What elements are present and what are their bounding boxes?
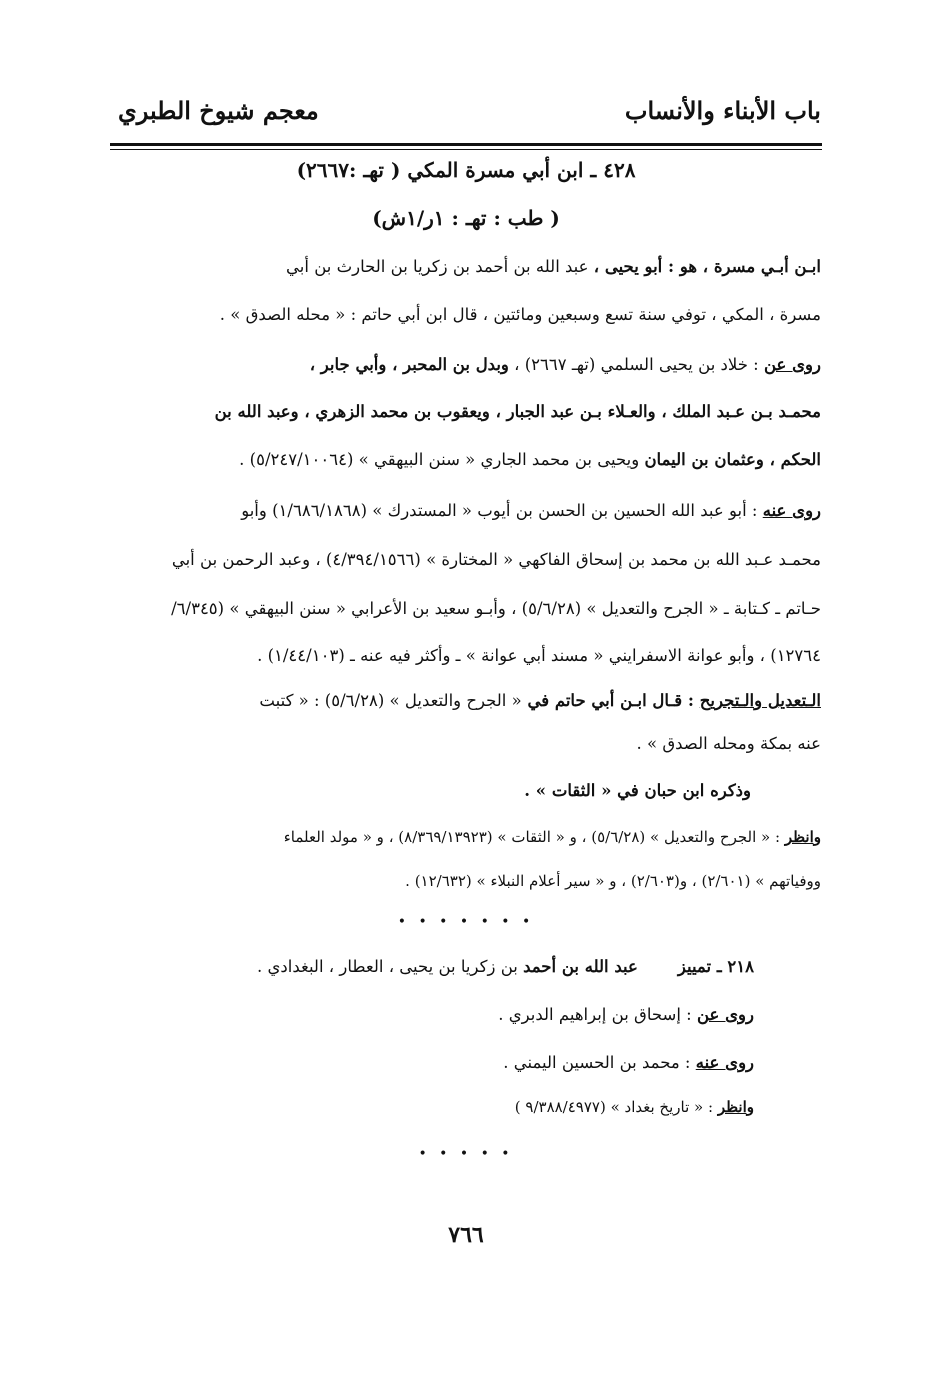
tadil-label: الـتعديل والـتجريح: [699, 691, 821, 710]
tamyiz-name-rest: بن زكريا بن يحيى ، العطار ، البغدادي .: [257, 957, 524, 976]
tamyiz-rawa-an-label: روى عن: [696, 1005, 754, 1024]
intro-name-rest: عبد الله بن أحمد بن زكريا بن الحارث بن أبي: [286, 257, 594, 276]
tadil-bold: : قـال ابـن أبي حاتم في: [521, 691, 700, 710]
tamyiz-rawa-anhu-line: [112, 1052, 754, 1073]
book-title-heading: معجم شيوخ الطبري: [118, 96, 319, 125]
header-rule-thick: [110, 143, 822, 146]
rawa-an-text-a: : خلاد بن يحيى السلمي (تهـ ٢٦٦٧) ،: [508, 355, 764, 374]
tamyiz-name-bold: عبد الله بن أحمد: [523, 957, 638, 976]
unzur-line-2: ووفياتهم » (٢/٦٠١) ، و(٢/٦٠٣) ، و « سير أعلام النبلاء » (١٢/٦٣٢) .: [405, 872, 821, 890]
tamyiz-unzur-line: [112, 1098, 754, 1118]
rawa-an-line-2: محمـد بـن عـبد الملك ، والعـلاء بـن عبد الجبار ، ويعقوب بن محمد الزهري ، وعبد الله بن: [214, 402, 821, 421]
intro-line-2: مسرة ، المكي ، توفي سنة تسع وسبعين ومائتين ، قال ابن أبي حاتم : « محله الصدق » .: [219, 305, 821, 324]
tamyiz-rawa-an-line: [112, 1004, 754, 1025]
rawa-anhu-text-1: : أبو عبد الله الحسين بن الحسن بن أيوب « المستدرك » (١/٦٨٦/١٨٦٨) وأبو: [241, 501, 763, 520]
rawa-anhu-label: روى عنه: [762, 501, 821, 520]
rawa-anhu-line-1: [112, 500, 821, 521]
thiqat-line: وذكره ابن حبان في « الثقات » .: [524, 781, 751, 800]
rawa-an-label: روى عن: [763, 355, 821, 374]
rawa-anhu-line-2: محمـد عـبد الله بن محمد بن إسحاق الفاكهي « المختارة » (٤/٣٩٤/١٥٦٦) ، وعبد الرحمن بن أبي: [171, 550, 821, 569]
tamyiz-rawa-an-text: : إسحاق بن إبراهيم الدبري .: [498, 1005, 697, 1024]
tadil-line-2: عنه بمكة ومحله الصدق » .: [636, 734, 821, 753]
tamyiz-label: ٢١٨ ـ تمييز: [677, 957, 754, 976]
tamyiz-unzur-text: : « تاريخ بغداد » (٩/٣٨٨/٤٩٧٧ ): [514, 1098, 718, 1116]
tadil-line-1: [112, 690, 821, 711]
separator-dots-1: • • • • • • •: [397, 914, 535, 930]
separator-dots-2: • • • • •: [418, 1146, 514, 1162]
entry-code: ( طب : تهـ : ١ر/١ش): [372, 206, 560, 230]
entry-title: ٤٢٨ ـ ابن أبي مسرة المكي ( تهـ :٢٦٦٧): [296, 158, 636, 182]
page-number: ٧٦٦: [448, 1222, 484, 1248]
unzur-label: وانظر: [784, 828, 821, 846]
rawa-an-line-3: [112, 449, 821, 470]
tadil-rest: « الجرح والتعديل » (٥/٦/٢٨) : « كتبت: [259, 691, 522, 710]
rawa-anhu-line-4: ١٢٧٦٤) ، وأبو عوانة الاسفرايني « مسند أبي عوانة » ـ وأكثر فيه عنه ـ (١/٤٤/١٠٣) .: [257, 646, 821, 665]
intro-name-bold: ابـن أبـي مسرة ، هو : أبو يحيى ،: [593, 257, 821, 276]
intro-line-1: [112, 256, 821, 277]
tamyiz-rawa-anhu-text: : محمد بن الحسين اليمني .: [503, 1053, 696, 1072]
rawa-anhu-line-3: حـاتم ـ كـتابة ـ « الجرح والتعديل » (٥/٦/٢٨) ، وأبـو سعيد بن الأعرابي « سنن البيهقي » (٦/٣٤٥/: [171, 599, 821, 618]
tamyiz-unzur-label: وانظر: [717, 1098, 754, 1116]
rawa-an-line-3-bold: الحكم ، وعثمان بن اليمان: [644, 450, 821, 469]
header-rule-thin: [110, 149, 822, 150]
tamyiz-rawa-anhu-label: روى عنه: [695, 1053, 754, 1072]
tamyiz-line: [112, 956, 754, 977]
chapter-heading: باب الأبناء والأنساب: [624, 96, 821, 125]
rawa-an-text-b: وبدل بن المحبر ، وأبي جابر ،: [309, 355, 509, 374]
rawa-an-line-3-rest: ويحيى بن محمد الجاري « سنن البيهقي » (٥/٢٤٧/١٠٠٦٤) .: [239, 450, 645, 469]
unzur-text-1: : « الجرح والتعديل » (٥/٦/٢٨) ، و « الثقات » (٨/٣٦٩/١٣٩٢٣) ، و « مولد العلماء: [283, 828, 785, 846]
unzur-line-1: [112, 828, 821, 848]
rawa-an-line-1: [112, 354, 821, 375]
